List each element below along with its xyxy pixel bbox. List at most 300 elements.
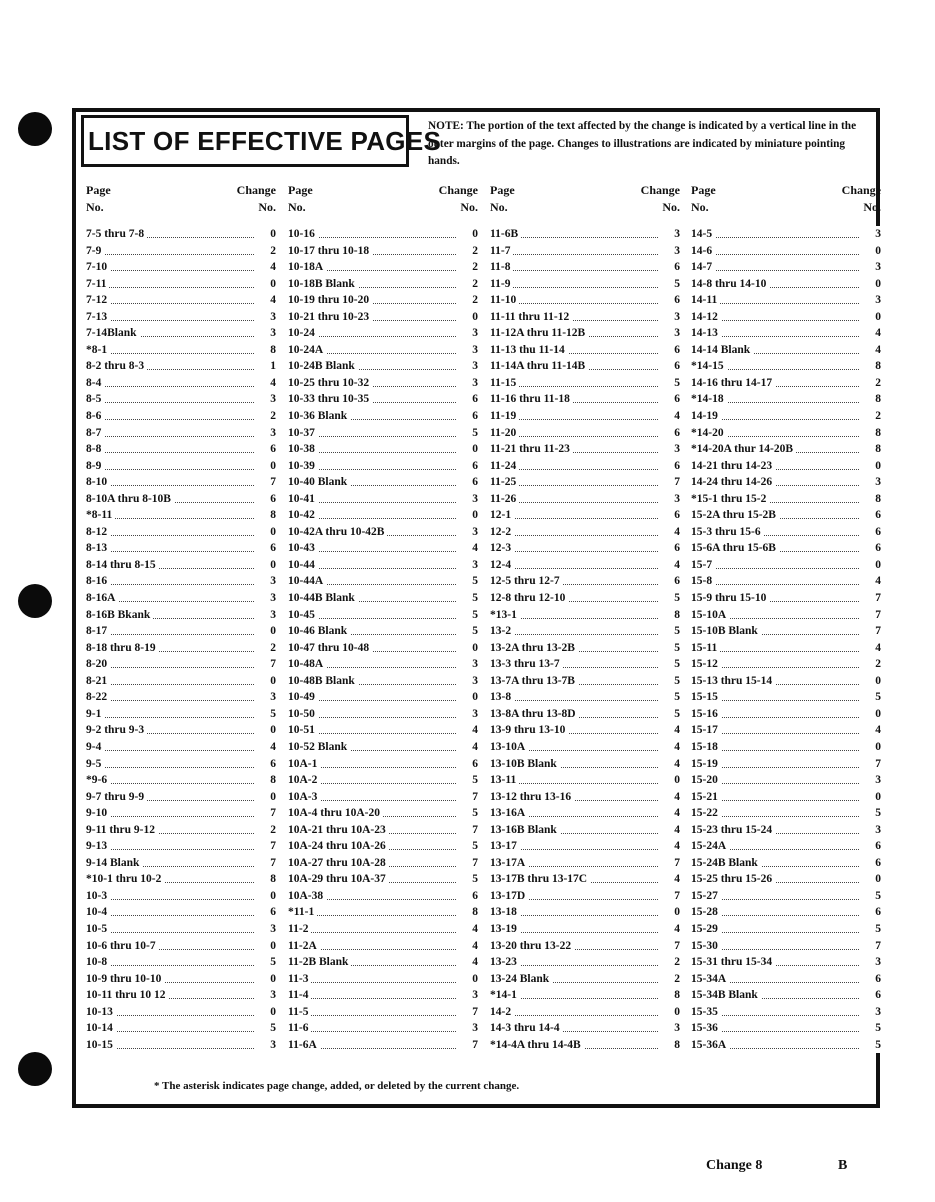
page-number: 15-6A thru 15-6B: [691, 540, 779, 557]
change-number-cell: 3: [863, 226, 881, 243]
table-row: [691, 474, 881, 491]
table-row: [490, 441, 680, 458]
change-number-cell: 0: [863, 458, 881, 475]
table-row: [490, 921, 680, 938]
page-number: 15-30: [691, 938, 721, 955]
page-number: 11-11 thru 11-12: [490, 309, 572, 326]
table-row: [86, 226, 276, 243]
table-row: [288, 491, 478, 508]
page-number: 10A-29 thru 10A-37: [288, 871, 389, 888]
table-row: [86, 1004, 276, 1021]
change-number-cell: 5: [863, 888, 881, 905]
page-number: 15-10B Blank: [691, 623, 761, 640]
change-number-cell: 3: [662, 325, 680, 342]
page-number: 11-13 thu 11-14: [490, 342, 568, 359]
table-row: [288, 474, 478, 491]
page-number: 10A-21 thru 10A-23: [288, 822, 389, 839]
change-number-cell: 7: [460, 855, 478, 872]
dot-leader: [90, 899, 254, 900]
change-number-cell: 6: [258, 540, 276, 557]
table-row: [691, 607, 881, 624]
table-row: [288, 573, 478, 590]
change-number-cell: 2: [258, 408, 276, 425]
page-letter: B: [838, 1158, 848, 1173]
change-number-cell: 5: [863, 805, 881, 822]
effective-pages-table: [86, 182, 881, 1072]
table-row: [86, 904, 276, 921]
change-number-cell: 5: [863, 689, 881, 706]
change-number-cell: 2: [662, 954, 680, 971]
change-number-cell: 7: [662, 855, 680, 872]
dot-leader: [90, 419, 254, 420]
table-row: [691, 491, 881, 508]
page-number: 11-2B Blank: [288, 954, 351, 971]
page-number: 13-19: [490, 921, 520, 938]
page-number: 13-8A thru 13-8D: [490, 706, 579, 723]
page-number: 11-8: [490, 259, 513, 276]
change-note: NOTE: The portion of the text affected by the change is indicated by a vertical line in the outer margins of the page. Changes to illustrations are indicated by miniature pointing hands.: [428, 120, 857, 167]
table-row: [691, 441, 881, 458]
page-number: 11-6A: [288, 1037, 320, 1054]
change-number-cell: 0: [863, 557, 881, 574]
page-number: *14-4A thru 14-4B: [490, 1037, 584, 1054]
page-number: 15-19: [691, 756, 721, 773]
table-row: [691, 789, 881, 806]
table-row: [86, 557, 276, 574]
table-row: [490, 325, 680, 342]
change-number-cell: 3: [258, 325, 276, 342]
change-number-cell: 0: [258, 722, 276, 739]
page-number: 8-16A: [86, 590, 118, 607]
change-number-cell: 0: [863, 309, 881, 326]
header-page-no: No.: [288, 200, 306, 214]
page-number: 15-9 thru 15-10: [691, 590, 769, 607]
table-row: [490, 540, 680, 557]
table-column-4: [691, 182, 881, 1053]
change-number-cell: 8: [662, 987, 680, 1004]
page-number: 15-29: [691, 921, 721, 938]
table-row: [490, 656, 680, 673]
change-number-cell: 5: [460, 838, 478, 855]
table-row: [490, 855, 680, 872]
page-number: 10-14: [86, 1020, 116, 1037]
table-row: [288, 607, 478, 624]
dot-leader: [695, 584, 859, 585]
table-row: [691, 425, 881, 442]
column-header: [288, 182, 478, 226]
page-number: 10-24A: [288, 342, 326, 359]
table-row: [86, 871, 276, 888]
page-number: 10-48B Blank: [288, 673, 358, 690]
table-row: [86, 805, 276, 822]
table-row: [490, 1020, 680, 1037]
page-number: 8-14 thru 8-15: [86, 557, 159, 574]
change-number-cell: 3: [258, 1037, 276, 1054]
change-number-cell: 3: [460, 1020, 478, 1037]
table-row: [86, 259, 276, 276]
table-row: [86, 375, 276, 392]
table-row: [691, 739, 881, 756]
change-number-cell: 6: [662, 458, 680, 475]
header-page: Page: [490, 183, 515, 197]
page-number: 10-37: [288, 425, 318, 442]
change-number-cell: 4: [460, 540, 478, 557]
dot-leader: [695, 568, 859, 569]
change-number-cell: 0: [863, 739, 881, 756]
change-number-cell: 6: [258, 491, 276, 508]
change-number-cell: 6: [662, 259, 680, 276]
table-row: [490, 474, 680, 491]
dot-leader: [90, 684, 254, 685]
table-row: [288, 722, 478, 739]
table-row: [86, 656, 276, 673]
change-number-cell: 0: [863, 789, 881, 806]
table-row: [86, 425, 276, 442]
change-number-cell: 6: [863, 838, 881, 855]
page-number: 8-17: [86, 623, 110, 640]
page-number: 15-34B Blank: [691, 987, 761, 1004]
change-number-cell: 3: [258, 590, 276, 607]
change-number-cell: 6: [662, 342, 680, 359]
change-number-cell: 2: [258, 640, 276, 657]
table-row: [490, 607, 680, 624]
page-number: *14-20A thur 14-20B: [691, 441, 796, 458]
change-number-cell: 3: [662, 441, 680, 458]
change-number-cell: 0: [662, 904, 680, 921]
binder-hole-top: [18, 112, 52, 146]
table-row: [288, 772, 478, 789]
table-row: [288, 987, 478, 1004]
change-number-cell: 8: [258, 342, 276, 359]
page-number: 11-20: [490, 425, 519, 442]
change-number: Change 8: [706, 1158, 763, 1173]
table-row: [691, 259, 881, 276]
dot-leader: [90, 849, 254, 850]
page-number: 11-21 thru 11-23: [490, 441, 573, 458]
page-number: 8-9: [86, 458, 104, 475]
dot-leader: [90, 436, 254, 437]
table-row: [490, 557, 680, 574]
page-number: 8-16B Bkank: [86, 607, 153, 624]
page-number: 15-34A: [691, 971, 729, 988]
table-row: [288, 656, 478, 673]
table-row: [490, 425, 680, 442]
table-row: [288, 904, 478, 921]
table-row: [86, 971, 276, 988]
change-number-cell: 6: [863, 855, 881, 872]
change-number-cell: 0: [258, 524, 276, 541]
table-row: [691, 822, 881, 839]
page-number: 15-24A: [691, 838, 729, 855]
table-row: [288, 375, 478, 392]
page-number: 11-2A: [288, 938, 320, 955]
change-number-cell: 6: [662, 358, 680, 375]
change-number-cell: 4: [460, 739, 478, 756]
table-row: [691, 292, 881, 309]
table-row: [691, 276, 881, 293]
table-row: [288, 921, 478, 938]
change-number-cell: 8: [662, 607, 680, 624]
page-number: *8-1: [86, 342, 110, 359]
table-row: [86, 888, 276, 905]
table-row: [691, 375, 881, 392]
page-number: 7-9: [86, 243, 104, 260]
table-row: [86, 491, 276, 508]
change-number-cell: 0: [460, 689, 478, 706]
table-row: [691, 888, 881, 905]
page-number: 13-10A: [490, 739, 528, 756]
change-number-cell: 5: [460, 590, 478, 607]
change-number-cell: 7: [258, 805, 276, 822]
table-row: [288, 441, 478, 458]
table-row: [691, 756, 881, 773]
dot-leader: [494, 287, 658, 288]
header-change-no: No.: [258, 200, 276, 214]
dot-leader: [90, 287, 254, 288]
page-number: 13-2: [490, 623, 514, 640]
change-number-cell: 6: [460, 888, 478, 905]
change-number-cell: 5: [460, 871, 478, 888]
header-change: Change: [841, 183, 881, 197]
table-row: [691, 458, 881, 475]
page-number: 13-24 Blank: [490, 971, 552, 988]
page-number: 14-8 thru 14-10: [691, 276, 769, 293]
header-page: Page: [86, 183, 111, 197]
table-row: [288, 689, 478, 706]
table-row: [288, 838, 478, 855]
change-number-cell: 7: [258, 656, 276, 673]
table-row: [691, 1004, 881, 1021]
table-row: [490, 888, 680, 905]
table-row: [490, 822, 680, 839]
page-number: 10-43: [288, 540, 318, 557]
table-row: [490, 689, 680, 706]
change-number-cell: 0: [258, 938, 276, 955]
table-row: [691, 391, 881, 408]
dot-leader: [90, 783, 254, 784]
page-number: 13-10B Blank: [490, 756, 560, 773]
change-number-cell: 2: [460, 292, 478, 309]
page-number: 14-7: [691, 259, 715, 276]
dot-leader: [494, 634, 658, 635]
change-number-cell: 6: [863, 971, 881, 988]
change-number-cell: 5: [258, 1020, 276, 1037]
dot-leader: [292, 1015, 456, 1016]
header-change: Change: [640, 183, 680, 197]
table-row: [288, 938, 478, 955]
table-row: [490, 871, 680, 888]
change-number-cell: 3: [258, 425, 276, 442]
dot-leader: [90, 767, 254, 768]
page-number: 9-7 thru 9-9: [86, 789, 147, 806]
change-number-cell: 4: [662, 756, 680, 773]
page-number: 13-3 thru 13-7: [490, 656, 563, 673]
dot-leader: [90, 469, 254, 470]
change-number-cell: 0: [863, 706, 881, 723]
change-number-cell: 0: [662, 1004, 680, 1021]
table-row: [691, 871, 881, 888]
page-number: *14-15: [691, 358, 727, 375]
table-row: [86, 789, 276, 806]
table-row: [691, 540, 881, 557]
page-number: 7-10: [86, 259, 110, 276]
change-number-cell: 4: [258, 739, 276, 756]
table-row: [490, 772, 680, 789]
change-number-cell: 4: [258, 259, 276, 276]
header-change: Change: [438, 183, 478, 197]
table-row: [490, 292, 680, 309]
column-header: [691, 182, 881, 226]
change-number-cell: 2: [863, 656, 881, 673]
table-column-2: [288, 182, 478, 1053]
change-number-cell: 2: [258, 822, 276, 839]
page-number: 10-45: [288, 607, 318, 624]
page-number: 10-24B Blank: [288, 358, 358, 375]
change-number-cell: 3: [258, 573, 276, 590]
change-number-cell: 6: [460, 474, 478, 491]
dot-leader: [90, 551, 254, 552]
change-number-cell: 3: [460, 656, 478, 673]
change-number-cell: 3: [863, 822, 881, 839]
table-row: [86, 524, 276, 541]
change-number-cell: 6: [258, 756, 276, 773]
page-number: 14-2: [490, 1004, 514, 1021]
change-number-cell: 3: [460, 358, 478, 375]
change-number-cell: 4: [662, 838, 680, 855]
change-number-cell: 4: [258, 292, 276, 309]
page-number: 11-12A thru 11-12B: [490, 325, 588, 342]
change-number-cell: 3: [863, 954, 881, 971]
change-number-cell: 6: [662, 507, 680, 524]
change-number-cell: 6: [460, 458, 478, 475]
page-number: *14-18: [691, 391, 727, 408]
change-number-cell: 3: [460, 375, 478, 392]
change-number-cell: 4: [662, 557, 680, 574]
page-number: 10-15: [86, 1037, 116, 1054]
table-row: [86, 408, 276, 425]
change-number-cell: 6: [662, 425, 680, 442]
page-number: 10-47 thru 10-48: [288, 640, 372, 657]
page-number: 13-9 thru 13-10: [490, 722, 568, 739]
change-number-cell: 7: [460, 1004, 478, 1021]
page-number: 10-40 Blank: [288, 474, 350, 491]
dot-leader: [494, 518, 658, 519]
header-change-no: No.: [863, 200, 881, 214]
page-number: 9-11 thru 9-12: [86, 822, 158, 839]
change-number-cell: 3: [258, 987, 276, 1004]
table-row: [86, 838, 276, 855]
table-row: [86, 921, 276, 938]
page-number: 15-10A: [691, 607, 729, 624]
change-number-cell: 8: [863, 358, 881, 375]
table-row: [86, 1020, 276, 1037]
page-number: 10-36 Blank: [288, 408, 350, 425]
change-number-cell: 5: [258, 954, 276, 971]
page-number: 13-11: [490, 772, 519, 789]
table-row: [490, 987, 680, 1004]
change-number-cell: 5: [662, 673, 680, 690]
change-number-cell: 8: [460, 904, 478, 921]
change-number-cell: 3: [258, 391, 276, 408]
dot-leader: [90, 932, 254, 933]
dot-leader: [90, 485, 254, 486]
page-number: 8-22: [86, 689, 110, 706]
page-number: 12-2: [490, 524, 514, 541]
page-number: 10-44B Blank: [288, 590, 358, 607]
page-number: 15-12: [691, 656, 721, 673]
page-number: 15-21: [691, 789, 721, 806]
page-number: 15-2A thru 15-2B: [691, 507, 779, 524]
page-number: 15-7: [691, 557, 715, 574]
dot-leader: [90, 584, 254, 585]
table-row: [490, 722, 680, 739]
change-number-cell: 4: [662, 408, 680, 425]
table-row: [86, 1037, 276, 1054]
page-number: 13-16A: [490, 805, 528, 822]
table-row: [691, 524, 881, 541]
change-number-cell: 6: [460, 408, 478, 425]
dot-leader: [90, 667, 254, 668]
change-number-cell: 5: [258, 706, 276, 723]
table-row: [288, 408, 478, 425]
page-number: 10-51: [288, 722, 318, 739]
change-number-cell: 5: [662, 656, 680, 673]
table-row: [490, 971, 680, 988]
dot-leader: [494, 700, 658, 701]
change-number-cell: 7: [863, 756, 881, 773]
change-number-cell: 3: [863, 474, 881, 491]
page-number: 10-18A: [288, 259, 326, 276]
change-number-cell: 6: [662, 292, 680, 309]
dot-leader: [90, 386, 254, 387]
change-number-cell: 7: [662, 474, 680, 491]
page-number: 10A-3: [288, 789, 320, 806]
change-number-cell: 0: [258, 226, 276, 243]
change-number-cell: 3: [662, 1020, 680, 1037]
page-number: 13-12 thru 13-16: [490, 789, 574, 806]
page-number: 14-14 Blank: [691, 342, 753, 359]
dot-leader: [90, 816, 254, 817]
change-number-cell: 5: [863, 1037, 881, 1054]
change-number-cell: 4: [662, 722, 680, 739]
dot-leader: [494, 568, 658, 569]
page-number: 10-9 thru 10-10: [86, 971, 164, 988]
table-row: [86, 590, 276, 607]
page-number: 11-15: [490, 375, 519, 392]
change-number-cell: 6: [863, 987, 881, 1004]
change-number-cell: 6: [662, 573, 680, 590]
change-number-cell: 0: [460, 441, 478, 458]
table-row: [288, 888, 478, 905]
header-page: Page: [288, 183, 313, 197]
page-number: 15-20: [691, 772, 721, 789]
page-number: 14-6: [691, 243, 715, 260]
table-row: [691, 309, 881, 326]
table-row: [86, 855, 276, 872]
column-rows: [490, 226, 680, 1053]
page-number: 14-13: [691, 325, 721, 342]
table-row: [86, 607, 276, 624]
change-number-cell: 2: [662, 971, 680, 988]
page-number: 11-4: [288, 987, 311, 1004]
page-number: 14-16 thru 14-17: [691, 375, 775, 392]
table-row: [691, 938, 881, 955]
change-number-cell: 7: [662, 938, 680, 955]
change-number-cell: 4: [662, 524, 680, 541]
page-number: 7-13: [86, 309, 110, 326]
dot-leader: [494, 254, 658, 255]
change-number-cell: 5: [460, 573, 478, 590]
